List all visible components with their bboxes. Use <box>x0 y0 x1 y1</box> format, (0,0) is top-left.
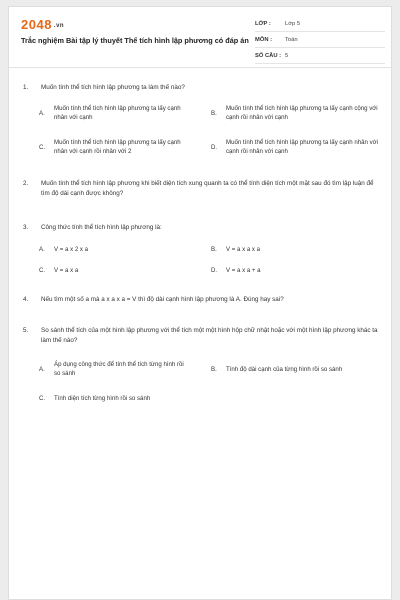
document-page <box>8 6 392 600</box>
meta-key: SỐ CÂU : <box>255 52 282 59</box>
meta-table <box>255 16 385 64</box>
option-letter: D. <box>211 144 218 151</box>
question-text: Muốn tính thể tích hình lập phương khi biết diện tích xung quanh ta có thể tính diện tích một mặt sau đó tìm lập luận để tìm độ dài cạnh được không? <box>41 180 374 197</box>
option-5c[interactable] <box>39 394 239 403</box>
meta-row-subject <box>255 32 385 48</box>
document-header <box>9 7 391 68</box>
option-text: Tính độ dài cạnh của từng hình rồi so sánh <box>226 366 343 373</box>
option-3b[interactable] <box>211 245 381 254</box>
option-letter: B. <box>211 110 217 117</box>
meta-row-class <box>255 16 385 32</box>
meta-key: MÔN : <box>255 36 273 43</box>
question-number: 4. <box>23 296 29 303</box>
question-4 <box>23 295 379 305</box>
option-letter: B. <box>211 366 217 373</box>
option-text: Muốn tính thể tích hình lập phương ta lấy cạnh nhân với cạnh rồi nhân với cạnh <box>226 139 378 155</box>
option-text: Muốn tính thể tích hình lập phương ta lấy cạnh cộng với cạnh rồi nhân với cạnh <box>226 105 378 121</box>
question-3 <box>23 223 379 233</box>
question-text: Nếu tìm một số a mà a x a x a = V thì độ dài cạnh hình lập phương là A. Đúng hay sai? <box>41 296 284 303</box>
question-number: 2. <box>23 180 29 187</box>
option-3d[interactable] <box>211 266 381 275</box>
question-text: Muốn tính thể tích hình lập phương ta làm thế nào? <box>41 84 185 91</box>
option-5b[interactable] <box>211 365 381 374</box>
site-logo[interactable] <box>21 17 64 32</box>
option-letter: C. <box>39 395 46 402</box>
page-title: Trắc nghiệm Bài tập lý thuyết Thể tích hình lập phương có đáp án <box>21 36 249 45</box>
option-1a[interactable] <box>39 104 189 122</box>
option-letter: A. <box>39 246 45 253</box>
option-3c[interactable] <box>39 266 189 275</box>
question-number: 5. <box>23 327 29 334</box>
question-number: 3. <box>23 224 29 231</box>
question-text: So sánh thể tích của một hình lập phương với thể tích một một hình hộp chữ nhật hoặc với một hình lập phương khác ta làm thế nào? <box>41 327 378 344</box>
option-letter: C. <box>39 144 46 151</box>
meta-value: Lớp 5 <box>285 20 301 27</box>
option-text: V = a x a x a <box>226 246 261 253</box>
meta-value: 5 <box>285 52 289 59</box>
question-text: Công thức tính thể tích hình lập phương là: <box>41 224 162 231</box>
option-text: V = a x 2 x a <box>54 246 89 253</box>
question-5 <box>23 326 379 345</box>
option-text: V = a x a + a <box>226 267 261 274</box>
option-3a[interactable] <box>39 245 189 254</box>
option-text: Tính diện tích từng hình rồi so sánh <box>54 395 151 402</box>
option-letter: A. <box>39 366 45 373</box>
option-text: V = a x a <box>54 267 79 274</box>
question-2 <box>23 179 379 198</box>
meta-value: Toán <box>285 36 298 43</box>
question-number: 1. <box>23 84 29 91</box>
option-letter: B. <box>211 246 217 253</box>
option-1d[interactable] <box>211 138 381 156</box>
option-text: Muốn tính thể tích hình lập phương ta lấy cạnh nhân với cạnh <box>54 105 181 121</box>
option-letter: D. <box>211 267 218 274</box>
option-text: Muốn tính thể tích hình lập phương ta lấy cạnh nhân với cạnh rồi nhân với 2 <box>54 139 181 155</box>
logo-domain: .vn <box>53 22 65 29</box>
question-1 <box>23 83 379 93</box>
option-1c[interactable] <box>39 138 189 156</box>
option-letter: A. <box>39 110 45 117</box>
meta-key: LỚP : <box>255 20 271 27</box>
option-1b[interactable] <box>211 104 381 122</box>
option-text: Áp dụng công thức để tính thể tích từng hình rồi so sánh <box>54 361 184 377</box>
logo-main: 2048 <box>21 17 52 32</box>
meta-row-count <box>255 48 385 64</box>
option-5a[interactable] <box>39 360 189 378</box>
option-letter: C. <box>39 267 46 274</box>
